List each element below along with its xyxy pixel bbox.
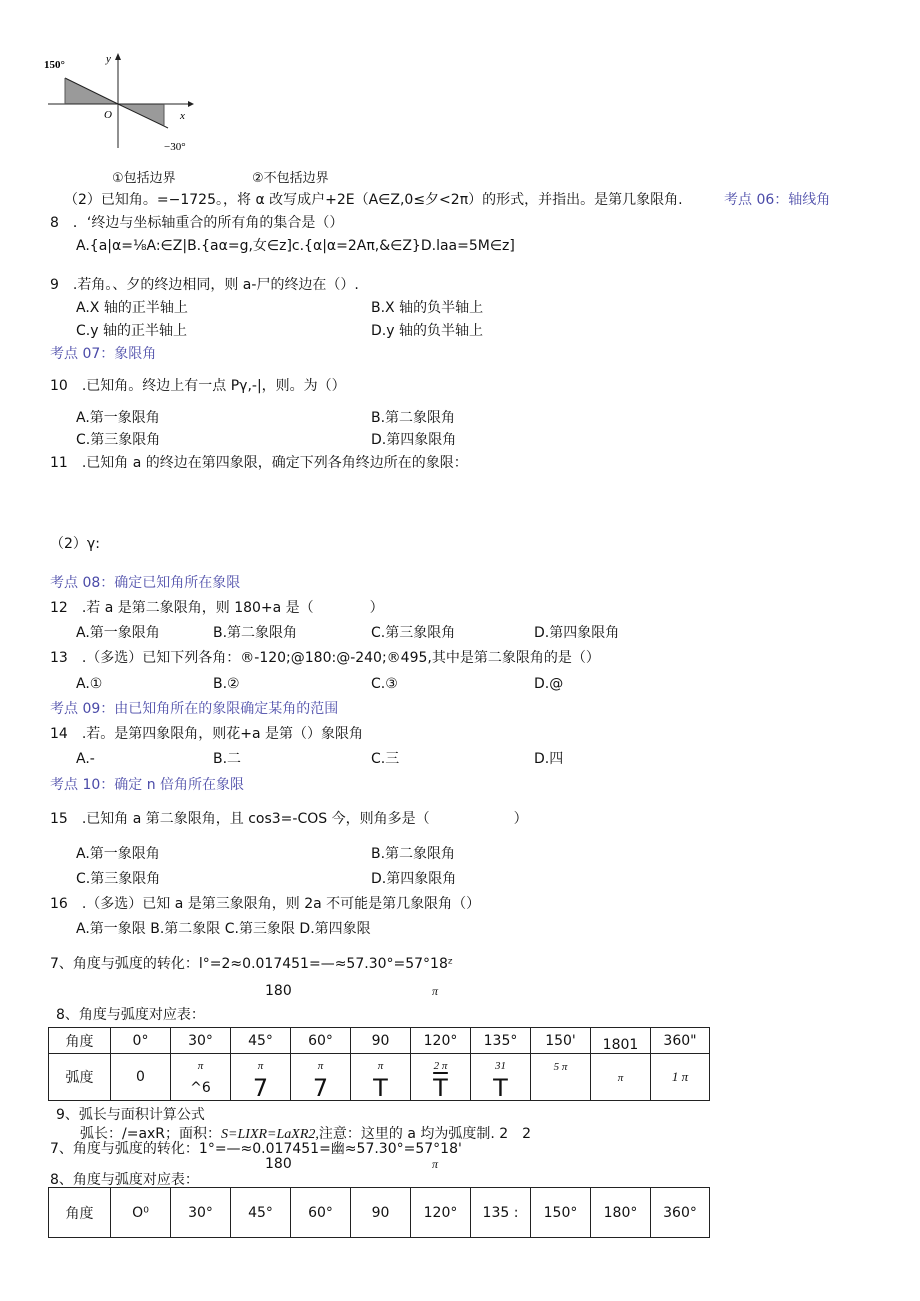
kaodian-10: 考点 10：确定 n 倍角所在象限 — [50, 777, 245, 793]
kaodian-09: 考点 09：由已知角所在的象限确定某角的范围 — [50, 701, 339, 717]
degree-cell: 150' — [531, 1028, 591, 1054]
radian-value: 1 π — [671, 1069, 689, 1084]
radian-denominator: 7 — [252, 1074, 269, 1101]
degree-header: 角度 — [49, 1028, 111, 1054]
degree-cell: 45° — [231, 1028, 291, 1054]
question-10: 10 .已知角。终边上有一点 Pγ,-|，则。为（） — [50, 378, 346, 394]
question-15: 15 .已知角 a 第二象限角，且 cos3=-COS 今，则角多是（ ） — [50, 811, 528, 827]
arc-length-text: 弧长：/=axR；面积： — [80, 1126, 222, 1142]
q15-option-a: A.第一象限角 — [76, 846, 160, 862]
degree-cell: 180° — [591, 1188, 651, 1238]
radian-value: 5 π — [553, 1061, 568, 1073]
degree-cell: 60° — [291, 1028, 351, 1054]
q9-option-d: D.y 轴的负半轴上 — [371, 323, 483, 339]
degree-cell: 135° — [471, 1028, 531, 1054]
radian-value: π — [617, 1072, 624, 1084]
label-neg30: −30° — [164, 141, 186, 153]
angle-radian-table — [48, 1027, 710, 1101]
radian-numerator: π — [197, 1060, 204, 1072]
q10-option-c: C.第三象限角 — [76, 432, 161, 448]
section-7-repeat-180: 180 — [265, 1156, 292, 1172]
q14-option-a: A.- — [76, 751, 95, 767]
radian-numerator: π — [257, 1060, 264, 1072]
degree-cell: 0° — [111, 1028, 171, 1054]
label-o: O — [104, 109, 112, 121]
degree-cell: 360° — [651, 1188, 710, 1238]
kaodian-08: 考点 08：确定已知角所在象限 — [50, 575, 241, 591]
degree-cell: 90 — [351, 1188, 411, 1238]
radian-numerator: π — [377, 1060, 384, 1072]
q13-option-b: B.② — [213, 676, 240, 692]
q13-option-a: A.① — [76, 676, 103, 692]
section-9-note: 注意：这里的 a 均为弧度制. 2 2 — [318, 1126, 532, 1142]
q13-option-c: C.③ — [371, 676, 398, 692]
q12-option-b: B.第二象限角 — [213, 625, 298, 641]
label-y: y — [106, 53, 111, 65]
radian-numerator: π — [317, 1060, 324, 1072]
q14-option-c: C.三 — [371, 751, 400, 767]
q10-option-b: B.第二象限角 — [371, 410, 456, 426]
kaodian-06: 考点 06：轴线角 — [724, 192, 831, 208]
section-7-repeat: 7、角度与弧度的转化：1°=—≈0.017451=幽≈57.30°=57°18' — [50, 1141, 462, 1157]
radian-cell — [531, 1054, 591, 1101]
q9-option-a: A.X 轴的正半轴上 — [76, 300, 188, 316]
q12-option-a: A.第一象限角 — [76, 625, 160, 641]
section-8-title: 8、角度与弧度对应表： — [56, 1007, 205, 1023]
degree-cell: 30° — [171, 1028, 231, 1054]
question-11: 11 .已知角 a 的终边在第四象限，确定下列各角终边所在的象限： — [50, 455, 468, 471]
q9-option-b: B.X 轴的负半轴上 — [371, 300, 484, 316]
label-150: 150° — [44, 59, 65, 71]
caption-exclude-boundary: ②不包括边界 — [252, 171, 329, 186]
question-2-text: （2）已知角。=−1725。，将 α 改写成户+2E（A∈Z,0≤夕<2π）的形式，并指出。是第几象限角. — [64, 192, 683, 208]
degree-cell: 60° — [291, 1188, 351, 1238]
question-13: 13 .（多选）已知下列各角：®-120;@180:@-240;®495,其中是第二象限角的是（） — [50, 650, 600, 666]
radian-cell — [351, 1054, 411, 1101]
question-16: 16 .（多选）已知 a 是第三象限角，则 2a 不可能是第几象限角（） — [50, 896, 481, 912]
q10-option-a: A.第一象限角 — [76, 410, 160, 426]
angle-region-figure — [40, 48, 200, 158]
section-7-denominator-pi: π — [432, 984, 439, 998]
question-9: 9 .若角。、夕的终边相同，则 a-尸的终边在（）. — [50, 277, 359, 293]
q15-option-b: B.第二象限角 — [371, 846, 456, 862]
radian-numerator: 2 π — [433, 1060, 448, 1072]
degree-cell: 90 — [351, 1028, 411, 1054]
q13-option-d: D.@ — [534, 676, 564, 692]
section-9-title: 9、弧长与面积计算公式 — [56, 1107, 205, 1123]
degree-cell: 150° — [531, 1188, 591, 1238]
degree-cell: O⁰ — [111, 1188, 171, 1238]
question-8-options: A.{a|α=⅛A:∈Z|B.{aα=g,女∈z]c.{α|α=2Aπ,&∈Z}D.laa=5M∈z] — [76, 238, 515, 254]
radian-header: 弧度 — [49, 1054, 111, 1101]
radian-cell — [231, 1054, 291, 1101]
q9-option-c: C.y 轴的正半轴上 — [76, 323, 187, 339]
kaodian-07: 考点 07：象限角 — [50, 346, 157, 362]
radian-cell — [411, 1054, 471, 1101]
radian-cell — [171, 1054, 231, 1101]
caption-include-boundary: ①包括边界 — [112, 171, 176, 186]
radian-cell — [291, 1054, 351, 1101]
radian-cell: 0 — [111, 1054, 171, 1101]
angle-table-2 — [48, 1187, 710, 1238]
section-7-denominator-180: 180 — [265, 983, 292, 999]
radian-cell — [651, 1054, 710, 1101]
x-axis-arrow — [188, 101, 194, 107]
degree-cell: 120° — [411, 1028, 471, 1054]
degree-cell: 30° — [171, 1188, 231, 1238]
q12-option-c: C.第三象限角 — [371, 625, 456, 641]
radian-denominator: 7 — [312, 1074, 329, 1101]
radian-denominator: T — [493, 1074, 508, 1101]
q14-option-b: B.二 — [213, 751, 242, 767]
section-7-conversion: 7、角度与弧度的转化：l°=2≈0.017451=—≈57.30°=57°18ᶻ — [50, 956, 453, 972]
radian-cell — [471, 1054, 531, 1101]
q15-option-d: D.第四象限角 — [371, 871, 457, 887]
question-11-part-2: （2）γ: — [50, 536, 100, 552]
question-12: 12 .若 a 是第二象限角，则 180+a 是（ ） — [50, 600, 384, 616]
degree-cell: 135 : — [471, 1188, 531, 1238]
degree-row — [49, 1028, 710, 1054]
radian-denominator: ^6 — [190, 1080, 211, 1096]
degree-cell: 360" — [651, 1028, 710, 1054]
question-14: 14 .若。是第四象限角，则花+a 是第（）象限角 — [50, 726, 364, 742]
radian-cell — [591, 1054, 651, 1101]
q12-option-d: D.第四象限角 — [534, 625, 620, 641]
section-8-repeat-title: 8、角度与弧度对应表： — [50, 1172, 199, 1188]
area-formula: S=LIXR=LaXR2, — [221, 1127, 319, 1142]
degree-header: 角度 — [49, 1188, 111, 1238]
radian-row — [49, 1054, 710, 1101]
q14-option-d: D.四 — [534, 751, 564, 767]
degree-cell: 45° — [231, 1188, 291, 1238]
question-16-options: A.第一象限 B.第二象限 C.第三象限 D.第四象限 — [76, 921, 371, 937]
section-7-repeat-pi: π — [432, 1157, 439, 1171]
label-x: x — [180, 110, 185, 122]
radian-denominator: $\overline{T}$ — [433, 1074, 448, 1101]
degree-row — [49, 1188, 710, 1238]
radian-denominator: T — [373, 1074, 388, 1101]
degree-cell: 120° — [411, 1188, 471, 1238]
q15-option-c: C.第三象限角 — [76, 871, 161, 887]
radian-numerator: 31 — [495, 1060, 506, 1072]
q10-option-d: D.第四象限角 — [371, 432, 457, 448]
y-axis-arrow — [115, 53, 121, 60]
question-8: 8 ．‘终边与坐标轴重合的所有角的集合是（） — [50, 215, 344, 231]
degree-cell: 1801 — [591, 1028, 651, 1054]
